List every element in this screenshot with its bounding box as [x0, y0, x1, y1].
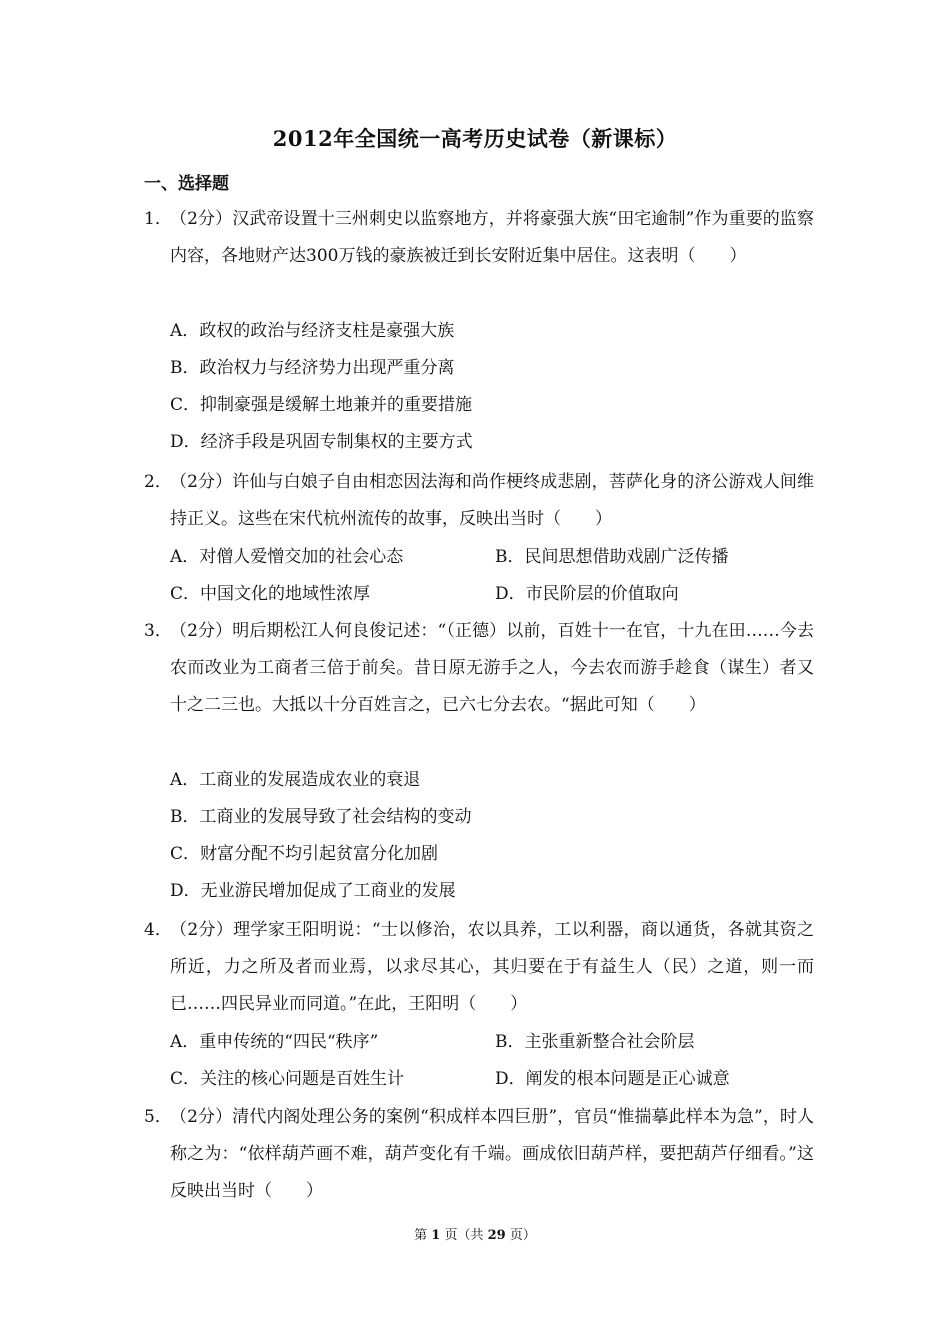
- question-5: [144, 1099, 814, 1214]
- question-number: 4．: [144, 920, 172, 940]
- option-c: C．抑制豪强是缓解土地兼并的重要措施: [170, 395, 473, 415]
- option-d: D．经济手段是巩固专制集权的主要方式: [170, 432, 473, 452]
- question-stem: （2分）清代内阁处理公务的案例“积成样本四巨册”，官员“惟揣摹此样本为急”，时人称之为：“依样葫芦画不难，葫芦变化有千端。画成依旧葫芦样，要把葫芦仔细看。”这反映出当时（ ）: [170, 1107, 814, 1201]
- option-a: A．对僧人爱憎交加的社会心态: [170, 547, 404, 567]
- footer-total-pages: 29: [487, 1228, 506, 1243]
- option-c: C．中国文化的地域性浓厚: [170, 584, 371, 604]
- option-a: A．重申传统的“四民“秩序”: [170, 1032, 379, 1052]
- option-d: D．阐发的根本问题是正心诚意: [495, 1069, 730, 1089]
- option-a: A．政权的政治与经济支柱是豪强大族: [170, 321, 455, 341]
- option-c: C．财富分配不均引起贫富分化加剧: [170, 844, 439, 864]
- option-c: C．关注的核心问题是百姓生计: [170, 1069, 405, 1089]
- section-heading: 一、选择题: [144, 174, 229, 194]
- question-number: 5．: [144, 1107, 172, 1127]
- option-d: D．无业游民增加促成了工商业的发展: [170, 881, 456, 901]
- question-2: [144, 464, 814, 614]
- question-stem: （2分）明后期松江人何良俊记述：“（正德）以前，百姓十一在官，十九在田……今去农而改业为工商者三倍于前矣。昔日原无游手之人，今去农而游手趁食（谋生）者又十之二三也。大抵以十分百姓言之，已六七分去农。“据此可知（ ）: [170, 621, 814, 715]
- question-stem: （2分）许仙与白娘子自由相恋因法海和尚作梗终成悲剧，菩萨化身的济公游戏人间维持正义。这些在宋代杭州流传的故事，反映出当时（ ）: [170, 472, 814, 529]
- footer-suffix: 页）: [509, 1228, 536, 1243]
- question-stem: （2分）理学家王阳明说：“士以修治，农以具养，工以利器，商以通货，各就其资之所近，力之所及者而业焉，以求尽其心，其归要在于有益生人（民）之道，则一而已……四民异业而同道。”在此，王阳明（ ）: [170, 920, 814, 1014]
- question-number: 1．: [144, 209, 172, 229]
- option-b: B．民间思想借助戏剧广泛传播: [495, 547, 729, 567]
- question-number: 3．: [144, 621, 172, 641]
- question-1: [144, 201, 814, 467]
- option-b: B．主张重新整合社会阶层: [495, 1032, 695, 1052]
- footer-prefix: 第: [414, 1228, 428, 1243]
- option-d: D．市民阶层的价值取向: [495, 584, 679, 604]
- question-4: [144, 912, 814, 1102]
- page-footer: [0, 1226, 950, 1246]
- option-b: B．工商业的发展导致了社会结构的变动: [170, 807, 472, 827]
- question-number: 2．: [144, 472, 172, 492]
- option-a: A．工商业的发展造成农业的衰退: [170, 770, 421, 790]
- footer-page-number: 1: [431, 1228, 441, 1243]
- footer-middle: 页（共: [444, 1228, 484, 1243]
- question-stem: （2分）汉武帝设置十三州刺史以监察地方，并将豪强大族“田宅逾制”作为重要的监察内容，各地财产达300万钱的豪族被迁到长安附近集中居住。这表明（ ）: [170, 209, 814, 266]
- option-b: B．政治权力与经济势力出现严重分离: [170, 358, 455, 378]
- question-3: [144, 613, 814, 913]
- page-title: 2012年全国统一高考历史试卷（新课标）: [272, 126, 678, 151]
